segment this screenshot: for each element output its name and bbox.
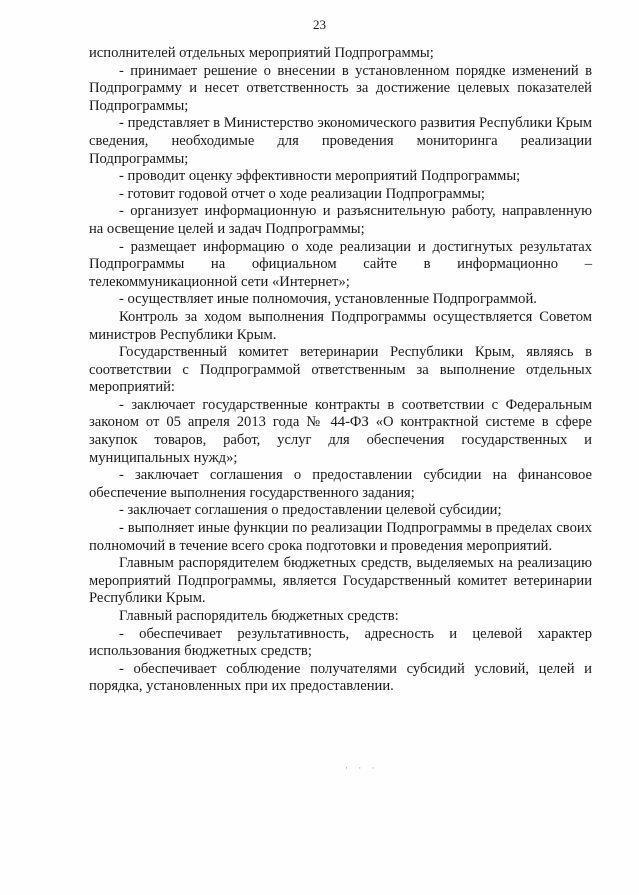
page-number: 23 xyxy=(313,17,326,32)
paragraph-5: - готовит годовой отчет о ходе реализации Подпрограммы; xyxy=(119,185,485,202)
body-text xyxy=(89,45,592,696)
paragraph-15: Главным распорядителем бюджетных средств, выделяемых на реализацию мероприятий Подпрограммы, является Государственный комитет ветеринарии Республики Крым. xyxy=(89,555,592,607)
paragraph-3: - представляет в Министерство экономического развития Республики Крым сведения, необходимые для проведения мониторинга реализации Подпрограммы; xyxy=(89,115,592,167)
paragraph-6: - организует информационную и разъяснительную работу, направленную на освещение целей и задач Подпрограммы; xyxy=(89,203,592,237)
paragraph-8: - осуществляет иные полномочия, установленные Подпрограммой. xyxy=(119,291,537,308)
scan-specks: · · · xyxy=(345,763,379,773)
paragraph-1: исполнителей отдельных мероприятий Подпрограммы; xyxy=(89,45,434,61)
paragraph-9: Контроль за ходом выполнения Подпрограммы осуществляется Советом министров Республики Крым. xyxy=(89,308,592,343)
paragraph-13: - заключает соглашения о предоставлении целевой субсидии; xyxy=(119,502,502,519)
paragraph-14: - выполняет иные функции по реализации Подпрограммы в пределах своих полномочий в течение всего срока подготовки и проведения мероприятий. xyxy=(89,520,592,554)
paragraph-18: - обеспечивает соблюдение получателями субсидий условий, целей и порядка, установленных при их предоставлении. xyxy=(89,660,592,695)
paragraph-12: - заключает соглашения о предоставлении субсидии на финансовое обеспечение выполнения государственного задания; xyxy=(89,467,592,501)
paragraph-16: Главный распорядитель бюджетных средств: xyxy=(119,608,399,624)
paragraph-7: - размещает информацию о ходе реализации и достигнутых результатах Подпрограммы на официальном сайте в информационно – телекоммуникационной сети «Интернет»; xyxy=(89,238,592,290)
paragraph-2: - принимает решение о внесении в установленном порядке изменений в Подпрограмму и несет ответственность за достижение целевых показателей Подпрограммы; xyxy=(89,62,592,114)
paragraph-17: - обеспечивает результативность, адресность и целевой характер использования бюджетных средств; xyxy=(89,625,592,660)
paragraph-10: Государственный комитет ветеринарии Республики Крым, являясь в соответствии с Подпрограммой ответственным за выполнение отдельных мероприятий: xyxy=(89,344,592,396)
paragraph-11: - заключает государственные контракты в соответствии с Федеральным законом от 05 апреля 2013 года № 44-ФЗ «О контрактной системе в сфере закупок товаров, работ, услуг для обеспечения государственных и муниципальных нужд»; xyxy=(89,396,592,466)
paragraph-4: - проводит оценку эффективности мероприятий Подпрограммы; xyxy=(119,168,521,185)
